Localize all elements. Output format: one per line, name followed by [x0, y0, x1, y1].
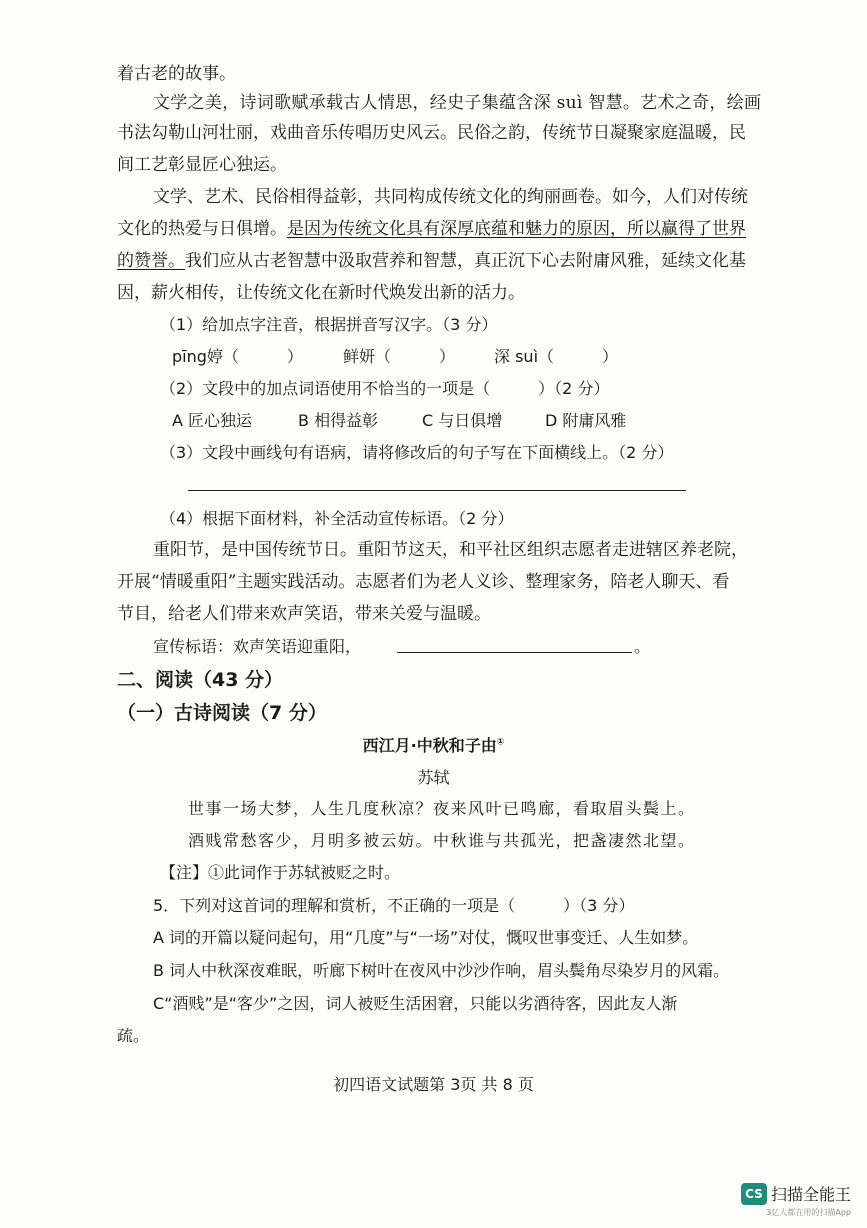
scanner-watermark	[741, 1182, 851, 1218]
passage-line-4: 间工艺彰显匠心独运。	[117, 155, 287, 175]
passage-line-6-start: 文化的热爱与日俱增。	[117, 219, 287, 239]
question-4: （4）根据下面材料，补全活动宣传标语。（2 分）	[160, 509, 514, 528]
underlined-sentence-part-2: 的赞誉。	[117, 251, 185, 271]
question-5: 5．下列对这首词的理解和赏析，不正确的一项是（ ）（3 分）	[153, 896, 635, 915]
poem-title-row	[0, 733, 867, 756]
poem-line-2: 酒贱常愁客少，月明多被云妨。中秋谁与共孤光，把盏凄然北望。	[188, 831, 696, 850]
material-line-3: 节目，给老人们带来欢声笑语，带来关爱与温暖。	[117, 604, 491, 624]
q3-answer-line[interactable]	[188, 490, 686, 491]
page-footer: 初四语文试题第 3页 共 8 页	[333, 1075, 534, 1094]
section-2-title: 二、阅读（43 分）	[117, 669, 284, 691]
passage-line-1: 着古老的故事。	[117, 64, 236, 84]
slogan-end: 。	[634, 637, 651, 656]
poem-title: 西江月·中秋和子由	[362, 736, 497, 755]
poem-line-1: 世事一场大梦，人生几度秋凉？夜来风叶已鸣廊，看取眉头鬓上。	[188, 799, 696, 818]
passage-line-3: 书法勾勒山河壮丽，戏曲音乐传唱历史风云。民俗之韵，传统节日凝聚家庭温暖，民	[117, 123, 746, 143]
q1-item-shensui: 深 suì（ ）	[494, 347, 619, 366]
passage-line-7	[117, 249, 746, 273]
underlined-sentence-part-1: 是因为传统文化具有深厚底蕴和魅力的原因，所以赢得了世界	[287, 219, 746, 239]
poem-author: 苏轼	[417, 768, 450, 787]
material-line-2: 开展“情暖重阳”主题实践活动。志愿者们为老人义诊、整理家务，陪老人聊天、看	[117, 572, 730, 592]
q5-option-b: B 词人中秋深夜难眠，听廊下树叶在夜风中沙沙作响，眉头鬓角尽染岁月的风霜。	[153, 961, 730, 980]
scanner-logo-icon: CS	[741, 1183, 767, 1205]
question-3: （3）文段中画线句有语病，请将修改后的句子写在下面横线上。（2 分）	[160, 443, 674, 462]
passage-line-7-rest: 我们应从古老智慧中汲取营养和智慧，真正沉下心去附庸风雅，延续文化基	[185, 251, 746, 271]
passage-line-5: 文学、艺术、民俗相得益彰，共同构成传统文化的绚丽画卷。如今，人们对传统	[153, 187, 748, 207]
passage-line-2: 文学之美，诗词歌赋承载古人情思，经史子集蕴含深 suì 智慧。艺术之奇，绘画	[153, 93, 762, 113]
q2-option-d: D 附庸风雅	[545, 411, 627, 430]
question-1: （1）给加点字注音，根据拼音写汉字。（3 分）	[160, 315, 498, 334]
slogan-answer-line[interactable]	[397, 652, 632, 653]
q2-option-a: A 匠心独运	[172, 411, 253, 430]
q5-option-c-continued: 疏。	[117, 1026, 150, 1045]
passage-line-8: 因，薪火相传，让传统文化在新时代焕发出新的活力。	[117, 283, 525, 303]
passage-line-6	[117, 217, 746, 241]
poem-note: 【注】①此词作于苏轼被贬之时。	[160, 863, 401, 882]
section-2-subtitle: （一）古诗阅读（7 分）	[117, 702, 327, 724]
q5-option-a: A 词的开篇以疑问起句，用“几度”与“一场”对仗，慨叹世事变迁、人生如梦。	[153, 928, 699, 947]
material-line-1: 重阳节，是中国传统节日。重阳节这天，和平社区组织志愿者走进辖区养老院，	[153, 540, 748, 560]
scanner-app-name: 扫描全能王	[770, 1185, 851, 1204]
q1-item-xianyan: 鲜妍（ ）	[343, 347, 456, 366]
scanner-app-tagline: 3亿人都在用的扫描App	[766, 1208, 851, 1217]
slogan-label: 宣传标语：欢声笑语迎重阳，	[153, 637, 362, 656]
question-2: （2）文段中的加点词语使用不恰当的一项是（ ）（2 分）	[160, 379, 610, 398]
poem-note-mark: ①	[496, 737, 505, 748]
q2-option-b: B 相得益彰	[298, 411, 379, 430]
q5-option-c: C“酒贱”是“客少”之因，词人被贬生活困窘，只能以劣酒待客，因此友人渐	[153, 994, 678, 1013]
q2-option-c: C 与日俱增	[422, 411, 503, 430]
q1-item-pingting: pīng婷（ ）	[172, 347, 303, 366]
